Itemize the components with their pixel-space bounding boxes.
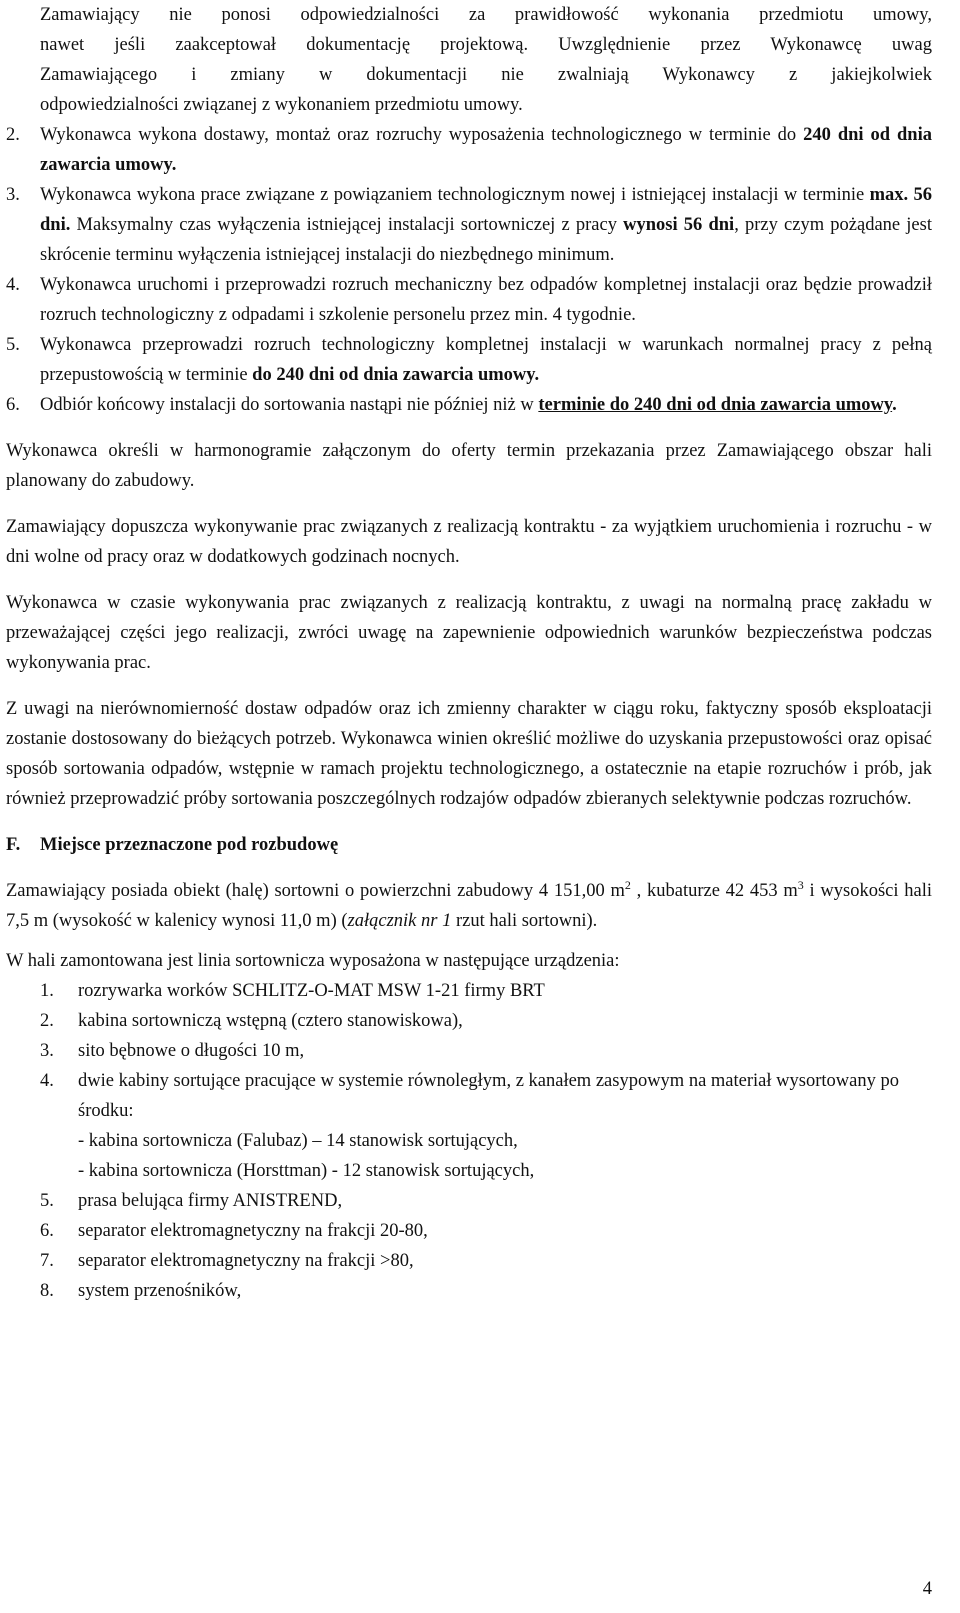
equipment-list	[6, 976, 932, 1306]
document-page	[6, 0, 932, 1306]
list-item: 6. separator elektromagnetyczny na frakcji 20-80,	[40, 1221, 428, 1241]
paragraph-working-days: Zamawiający dopuszcza wykonywanie prac związanych z realizacją kontraktu - za wyjątkiem uruchomienia i rozruchu - w dni wolne od pracy oraz w dodatkowych godzinach nocnych.	[6, 517, 932, 567]
paragraph-capacity: Z uwagi na nierównomierność dostaw odpadów oraz ich zmienny charakter w ciągu roku, faktyczny sposób eksploatacji zostanie dostosowany do bieżących potrzeb. Wykonawca winien określić możliwe do uzyskania przepustowości oraz opisać sposób sortowania odpadów, wstępnie w ramach projektu technologicznego, a ostatecznie na etapie rozruchów i prób, jak również przeprowadzić próby sortowania poszczególnych rodzajów odpadów zbieranych selektywnie podczas rozruchów.	[6, 699, 932, 809]
paragraph-schedule: Wykonawca określi w harmonogramie załączonym do oferty termin przekazania przez Zamawiającego obszar hali planowany do zabudowy.	[6, 441, 932, 491]
list-item-5: 5. Wykonawca przeprowadzi rozruch technologiczny kompletnej instalacji w warunkach normalnej pracy z pełną przepustowością w terminie do 240 dni od dnia zawarcia umowy.	[6, 330, 932, 390]
list-item-2: 2. Wykonawca wykona dostawy, montaż oraz rozruchy wyposażenia technologicznego w terminie do 240 dni od dnia zawarcia umowy.	[6, 120, 932, 180]
intro-line: Zamawiający nie ponosi odpowiedzialności za prawidłowość wykonania przedmiotu umowy,	[40, 5, 932, 25]
list-item-3: 3. Wykonawca wykona prace związane z powiązaniem technologicznym nowej i istniejącej instalacji w terminie max. 56 dni. Maksymalny czas wyłączenia istniejącej instalacji sortowniczej z pracy wynosi 56 dni, przy czym pożądane jest skrócenie terminu wyłączenia istniejącej instalacji do niezbędnego minimum.	[6, 180, 932, 270]
list-item: 8. system przenośników,	[40, 1281, 242, 1301]
item-number: 4.	[6, 275, 20, 295]
item-number: 2.	[6, 125, 20, 145]
intro-line: odpowiedzialności związanej z wykonaniem przedmiotu umowy.	[40, 95, 523, 115]
paragraph-safety: Wykonawca w czasie wykonywania prac związanych z realizacją kontraktu, z uwagi na normalną pracę zakładu w przeważającej części jego realizacji, zwróci uwagę na zapewnienie odpowiednich warunków bezpieczeństwa podczas wykonywania prac.	[6, 593, 932, 673]
section-heading-f	[6, 830, 932, 860]
item-number: 3.	[6, 185, 20, 205]
list-item: 4. dwie kabiny sortujące pracujące w systemie równoległym, z kanałem zasypowym na materiał wysortowany po środku:	[40, 1071, 899, 1121]
intro-paragraph	[6, 0, 932, 120]
intro-line: Zamawiającego i zmiany w dokumentacji nie zwalniają Wykonawcy z jakiejkolwiek	[40, 65, 932, 85]
paragraph-building: Zamawiający posiada obiekt (halę) sortowni o powierzchni zabudowy 4 151,00 $m^2$ , kubaturze 42 453 $m^3$ i wysokości hali 7,5 m (wysokość w kalenicy wynosi 11,0 m) (załącznik nr 1 rzut hali sortowni).	[6, 878, 932, 931]
equipment-list-intro: W hali zamontowana jest linia sortownicza wyposażona w następujące urządzenia:	[6, 951, 620, 971]
list-item: 2. kabina sortowniczą wstępną (cztero stanowiskowa),	[40, 1011, 463, 1031]
list-item: 1. rozrywarka worków SCHLITZ-O-MAT MSW 1-21 firmy BRT	[40, 981, 545, 1001]
page-number: 4	[922, 1579, 932, 1599]
sub-item: - kabina sortownicza (Horsttman) - 12 stanowisk sortujących,	[78, 1161, 535, 1181]
item-number: 6.	[6, 395, 20, 415]
list-item: 3. sito bębnowe o długości 10 m,	[40, 1041, 305, 1061]
list-item: 7. separator elektromagnetyczny na frakcji >80,	[40, 1251, 414, 1271]
section-title: Miejsce przeznaczone pod rozbudowę	[40, 835, 339, 855]
item-number: 5.	[6, 335, 20, 355]
sub-item: - kabina sortownicza (Falubaz) – 14 stanowisk sortujących,	[78, 1131, 518, 1151]
list-item-4: 4. Wykonawca uruchomi i przeprowadzi rozruch mechaniczny bez odpadów kompletnej instalacji oraz będzie prowadził rozruch technologiczny z odpadami i szkolenie personelu przez min. 4 tygodnie.	[6, 270, 932, 330]
list-item-6: 6. Odbiór końcowy instalacji do sortowania nastąpi nie później niż w terminie do 240 dni od dnia zawarcia umowy.	[6, 390, 932, 420]
list-item: 5. prasa belująca firmy ANISTREND,	[40, 1191, 343, 1211]
intro-line: nawet jeśli zaakceptował dokumentację projektową. Uwzględnienie przez Wykonawcę uwag	[40, 35, 932, 55]
section-letter: F.	[6, 835, 21, 855]
